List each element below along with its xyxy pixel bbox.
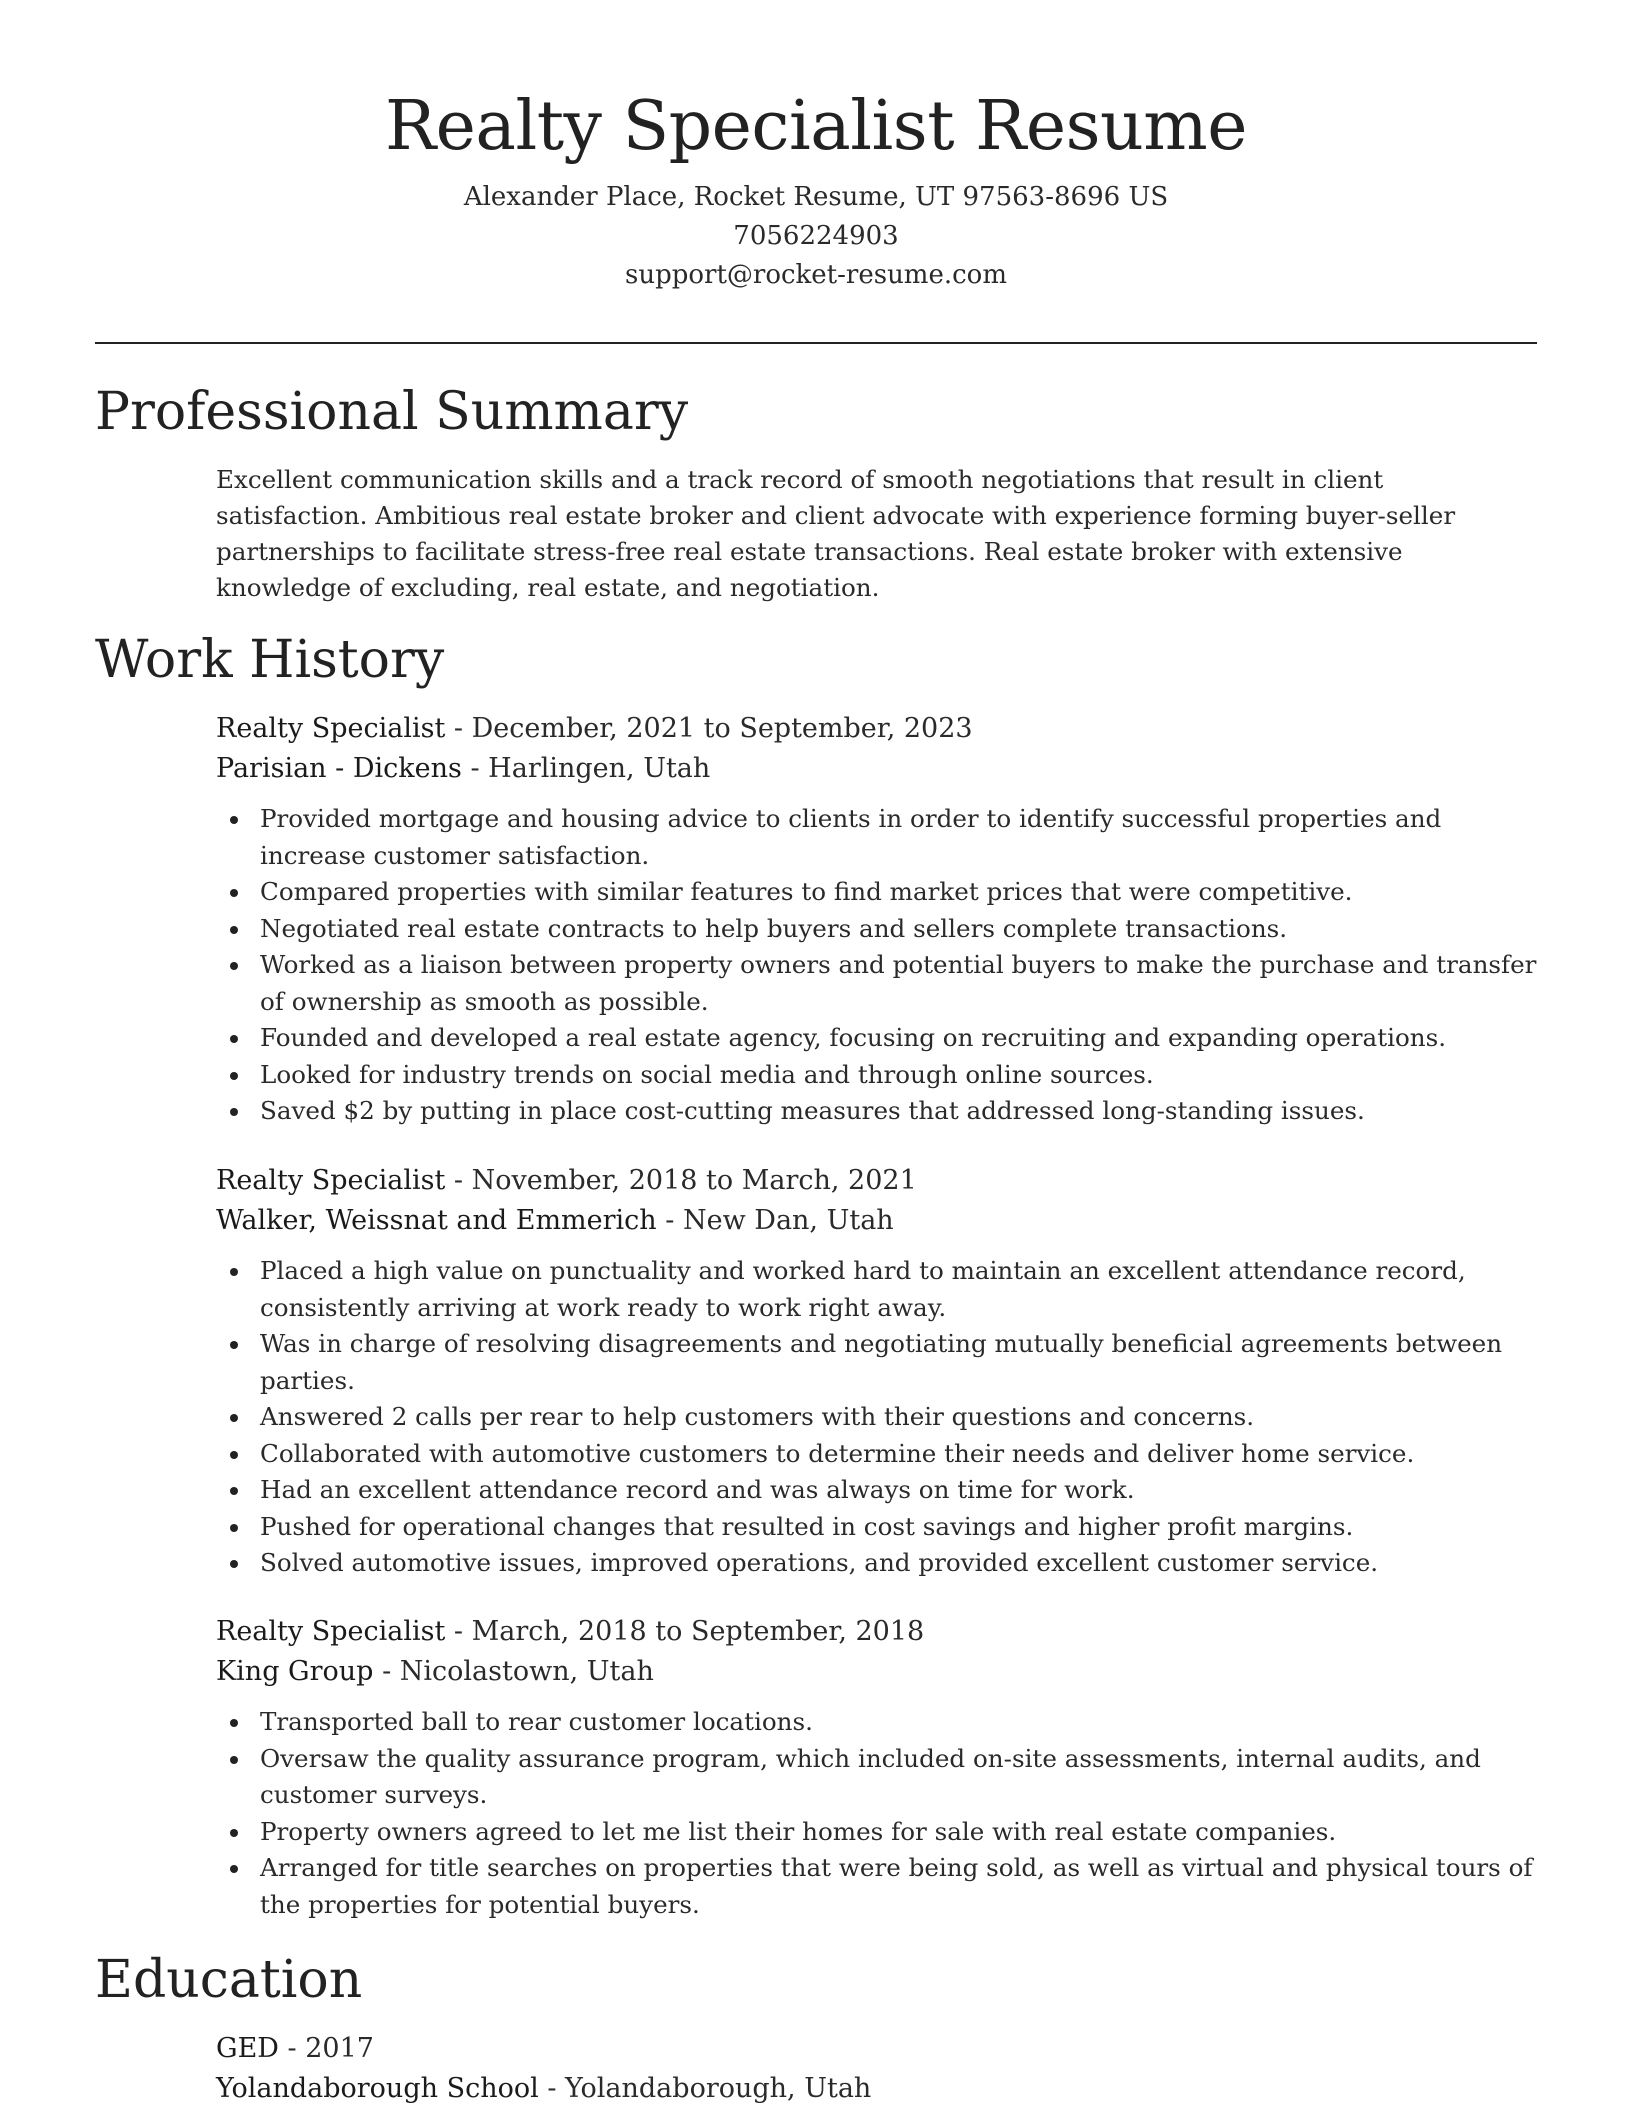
job-duties-list: [216, 1253, 1546, 1582]
duty-text: Transported ball to rear customer locations.: [260, 1707, 813, 1736]
resume-header: [95, 84, 1537, 295]
duty-item: [216, 1509, 1546, 1546]
duty-text: Saved $2 by putting in place cost-cutting measures that addressed long-standing issues.: [260, 1096, 1365, 1125]
duty-item: [216, 1399, 1546, 1436]
bullet-icon: [230, 1524, 238, 1532]
contact-email: support@rocket-resume.com: [624, 260, 1007, 290]
job-title: Realty Specialist: [216, 1616, 446, 1647]
job-entry-3: [216, 1612, 1546, 1923]
bullet-icon: [230, 1108, 238, 1116]
duty-text: Negotiated real estate contracts to help buyers and sellers complete transactions.: [260, 913, 1288, 943]
summary-heading: Professional Summary: [95, 382, 689, 442]
header-divider: [95, 342, 1537, 344]
job-location: New Dan, Utah: [683, 1205, 894, 1236]
job-separator: -: [453, 1616, 472, 1647]
bullet-icon: [230, 1487, 238, 1495]
job-separator: -: [453, 713, 472, 744]
bullet-icon: [230, 1341, 238, 1349]
education-school: Yolandaborough School: [216, 2073, 539, 2104]
job-company-line: [216, 1652, 1546, 1692]
duty-item: [216, 911, 1546, 948]
job-title: Realty Specialist: [216, 1165, 446, 1196]
bullet-icon: [230, 962, 238, 970]
job-separator: -: [665, 1205, 683, 1236]
duty-text: Had an excellent attendance record and was always on time for work.: [260, 1475, 1135, 1504]
job-title-line: [216, 1612, 1546, 1652]
bullet-icon: [230, 1756, 238, 1764]
contact-phone: 7056224903: [733, 221, 899, 251]
job-title-line: [216, 1161, 1546, 1201]
duty-text: Arranged for title searches on properties that were being sold, as well as virtual and physical tours of the properties for potential buyers.: [260, 1853, 1533, 1919]
bullet-icon: [230, 1451, 238, 1459]
job-dates: November, 2018 to March, 2021: [471, 1165, 917, 1196]
bullet-icon: [230, 926, 238, 934]
job-title-line: [216, 709, 1546, 749]
duty-item: [216, 1093, 1546, 1130]
duty-item: [216, 1020, 1546, 1057]
job-company: Walker, Weissnat and Emmerich: [216, 1205, 657, 1236]
education-separator: -: [547, 2073, 566, 2104]
resume-title: Realty Specialist Resume: [384, 87, 1247, 166]
education-degree: GED: [216, 2033, 279, 2064]
job-entry-2: [216, 1161, 1546, 1582]
job-company-line: [216, 749, 1546, 789]
duty-item: [216, 801, 1546, 874]
job-company-line: [216, 1201, 1546, 1241]
duty-text: Founded and developed a real estate agency, focusing on recruiting and expanding operations.: [260, 1023, 1447, 1052]
contact-address: Alexander Place, Rocket Resume, UT 97563-8696 US: [463, 182, 1169, 212]
bullet-icon: [230, 1035, 238, 1043]
duty-text: Answered 2 calls per rear to help customers with their questions and concerns.: [260, 1402, 1255, 1431]
education-entry: [216, 2029, 1546, 2109]
job-separator: -: [470, 753, 489, 784]
duty-item: [216, 1436, 1546, 1473]
duty-text: Provided mortgage and housing advice to clients in order to identify successful properties and increase customer satisfaction.: [260, 804, 1442, 870]
job-title: Realty Specialist: [216, 713, 446, 744]
duty-text: Solved automotive issues, improved operations, and provided excellent customer service.: [260, 1548, 1379, 1577]
duty-text: Collaborated with automotive customers to determine their needs and deliver home service.: [260, 1438, 1415, 1468]
duty-item: [216, 1814, 1546, 1851]
duty-item: [216, 874, 1546, 911]
duty-item: [216, 947, 1546, 1020]
bullet-icon: [230, 1072, 238, 1080]
bullet-icon: [230, 889, 238, 897]
job-company: Parisian - Dickens: [216, 753, 462, 784]
education-year: 2017: [305, 2033, 374, 2064]
job-separator: -: [453, 1165, 472, 1196]
duty-text: Looked for industry trends on social media and through online sources.: [260, 1059, 1154, 1089]
duty-item: [216, 1326, 1546, 1399]
work-history-heading: Work History: [95, 630, 445, 690]
bullet-icon: [230, 1560, 238, 1568]
education-heading: Education: [95, 1950, 363, 2010]
duty-item: [216, 1253, 1546, 1326]
duty-item: [216, 1704, 1546, 1741]
job-dates: March, 2018 to September, 2018: [471, 1616, 925, 1647]
duty-text: Oversaw the quality assurance program, which included on-site assessments, internal audits, and customer surveys.: [260, 1743, 1481, 1809]
bullet-icon: [230, 816, 238, 824]
duty-item: [216, 1472, 1546, 1509]
job-duties-list: [216, 801, 1546, 1130]
duty-text: Was in charge of resolving disagreements and negotiating mutually beneficial agreements between parties.: [260, 1329, 1503, 1395]
education-separator: -: [287, 2033, 306, 2064]
job-location: Harlingen, Utah: [488, 753, 711, 784]
bullet-icon: [230, 1414, 238, 1422]
summary-text: Excellent communication skills and a track record of smooth negotiations that result in client satisfaction. Ambitious real estate broker and client advocate with experience forming buyer-seller partnerships to facilitate stress-free real estate transactions. Real estate broker with extensive knowledge of excluding, real estate, and negotiation.: [216, 465, 1456, 602]
duty-text: Property owners agreed to let me list their homes for sale with real estate companies.: [260, 1816, 1337, 1846]
bullet-icon: [230, 1865, 238, 1873]
job-dates: December, 2021 to September, 2023: [471, 713, 973, 744]
duty-item: [216, 1545, 1546, 1582]
duty-text: Worked as a liaison between property owners and potential buyers to make the purchase and transfer of ownership as smooth as possible.: [260, 950, 1537, 1016]
duty-text: Compared properties with similar features to find market prices that were competitive.: [260, 877, 1353, 906]
job-duties-list: [216, 1704, 1546, 1923]
duty-item: [216, 1850, 1546, 1923]
bullet-icon: [230, 1268, 238, 1276]
job-company: King Group: [216, 1656, 374, 1687]
bullet-icon: [230, 1829, 238, 1837]
duty-text: Pushed for operational changes that resulted in cost savings and higher profit margins.: [260, 1511, 1354, 1541]
bullet-icon: [230, 1719, 238, 1727]
duty-text: Placed a high value on punctuality and worked hard to maintain an excellent attendance record, consistently arriving at work ready to work right away.: [260, 1256, 1466, 1322]
job-separator: -: [382, 1656, 400, 1687]
education-school-line: [216, 2069, 1546, 2109]
education-location: Yolandaborough, Utah: [565, 2073, 872, 2104]
job-location: Nicolastown, Utah: [399, 1656, 654, 1687]
duty-item: [216, 1057, 1546, 1094]
education-degree-line: [216, 2029, 1546, 2069]
duty-item: [216, 1741, 1546, 1814]
job-entry-1: [216, 709, 1546, 1130]
